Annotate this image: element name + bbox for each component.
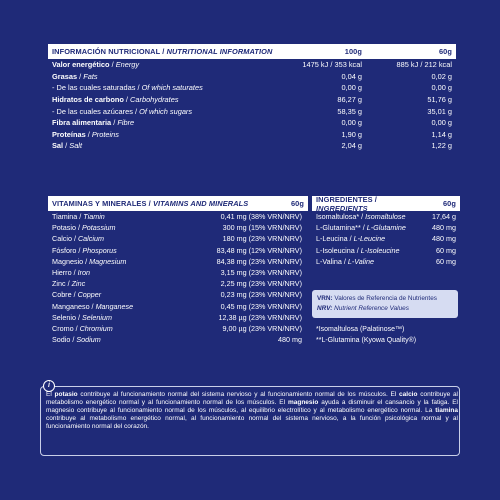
value-100g: 58,35 g	[337, 106, 362, 116]
ingredient-name: L-Isoleucina / L-Isoleucine	[316, 245, 400, 255]
vitamin-value: 3,15 mg (23% VRN/NRV)	[220, 268, 302, 278]
vitamins-rows	[48, 211, 308, 345]
vitamin-row	[48, 256, 308, 267]
vitamin-name: Manganeso / Manganese	[52, 301, 134, 311]
ingredient-value: 480 mg	[432, 223, 456, 233]
vitamin-value: 83,48 mg (12% VRN/NRV)	[216, 245, 302, 255]
value-60g: 0,02 g	[431, 71, 452, 81]
vitamin-row	[48, 222, 308, 233]
vitamin-value: 300 mg (15% VRN/NRV)	[222, 223, 302, 233]
vitamin-row	[48, 334, 308, 345]
vitamin-value: 84,38 mg (23% VRN/NRV)	[216, 256, 302, 266]
vitamin-name: Magnesio / Magnesium	[52, 256, 127, 266]
footnote-isomaltulose: *Isomaltulosa (Palatinose™)	[316, 326, 405, 333]
ingredient-value: 480 mg	[432, 234, 456, 244]
ingredient-name: L-Valina / L-Valine	[316, 256, 374, 266]
nutrition-row	[48, 117, 456, 129]
ingredients-rows	[312, 211, 460, 267]
nutrient-name: Valor energético / Energy	[52, 60, 140, 70]
value-60g: 1,14 g	[431, 129, 452, 139]
value-100g: 2,04 g	[341, 141, 362, 151]
vitamin-name: Potasio / Potassium	[52, 223, 116, 233]
ingredient-name: L-Glutamina** / L-Glutamine	[316, 223, 406, 233]
vitamin-name: Tiamina / Tiamin	[52, 212, 105, 222]
nutrition-row	[48, 94, 456, 106]
ingredient-value: 17,64 g	[432, 212, 456, 222]
vitamins-header: VITAMINAS Y MINERALES / VITAMINS AND MINERALS 60g	[48, 196, 308, 211]
ingredient-name: Isomaltulosa* / Isomaltulose	[316, 212, 406, 222]
vitamin-row	[48, 301, 308, 312]
vitamin-row	[48, 267, 308, 278]
ingredient-value: 60 mg	[436, 245, 456, 255]
nutrition-rows	[48, 59, 456, 152]
value-60g: 51,76 g	[427, 95, 452, 105]
vitamin-value: 0,41 mg (38% VRN/NRV)	[220, 212, 302, 222]
nutrition-row	[48, 140, 456, 152]
vitamin-name: Cromo / Chromium	[52, 323, 113, 333]
vitamin-name: Calcio / Calcium	[52, 234, 104, 244]
value-100g: 1475 kJ / 353 kcal	[302, 60, 362, 70]
value-100g: 0,00 g	[341, 118, 362, 128]
info-icon: i	[43, 380, 55, 392]
nutrient-name: Hidratos de carbono / Carbohydrates	[52, 95, 179, 105]
vitamin-value: 12,38 µg (23% VRN/NRV)	[218, 312, 302, 322]
nutrient-name: Grasas / Fats	[52, 71, 98, 81]
value-60g: 0,00 g	[431, 118, 452, 128]
vitamins-table	[48, 196, 308, 345]
vitamin-name: Hierro / Iron	[52, 268, 90, 278]
value-60g: 1,22 g	[431, 141, 452, 151]
value-100g: 0,04 g	[341, 71, 362, 81]
ingredient-row	[312, 256, 460, 267]
vitamin-row	[48, 323, 308, 334]
health-claims-text: El potasio contribuye al funcionamiento normal del sistema nervioso y al funcionamiento normal de los músculos. El calcio contribuye al metabolismo energético normal y al funcionamiento normal de los músculos. El magnesio ayuda a disminuir el cansancio y la fatiga. El magnesio contribuye al funcionamiento normal de los músculos, al equilibrio electrolítico y al metabolismo energético normal. La tiamina contribuye al metabolismo energético normal, al funcionamiento normal del sistema nervioso, a la función psicológica normal y al funcionamiento normal del corazón.	[46, 391, 459, 431]
nutrition-row	[48, 129, 456, 141]
ingredient-row	[312, 245, 460, 256]
vitamin-row	[48, 233, 308, 244]
ingredient-row	[312, 233, 460, 244]
vitamin-value: 180 mg (23% VRN/NRV)	[222, 234, 302, 244]
vitamin-row	[48, 211, 308, 222]
nutrient-name: Fibra alimentaria / Fibre	[52, 118, 135, 128]
ingredient-row	[312, 222, 460, 233]
nutrient-name: - De las cuales azúcares / Of which sugars	[52, 106, 193, 116]
nutrition-row	[48, 59, 456, 71]
vitamin-row	[48, 312, 308, 323]
vitamin-name: Cobre / Copper	[52, 290, 102, 300]
vitamin-name: Selenio / Selenium	[52, 312, 112, 322]
vitamin-name: Fósforo / Phosporus	[52, 245, 117, 255]
nutrition-row	[48, 71, 456, 83]
nutrient-name: Sal / Salt	[52, 141, 83, 151]
nutrition-table	[48, 44, 456, 152]
value-60g: 885 kJ / 212 kcal	[396, 60, 452, 70]
ingredient-row	[312, 211, 460, 222]
vitamin-value: 0,23 mg (23% VRN/NRV)	[220, 290, 302, 300]
nutrition-row	[48, 82, 456, 94]
vitamin-row	[48, 245, 308, 256]
value-100g: 0,00 g	[341, 83, 362, 93]
nutrition-header: INFORMACIÓN NUTRICIONAL / NUTRITIONAL INFORMATION 100g 60g	[48, 44, 456, 59]
ingredient-name: L-Leucina / L-Leucine	[316, 234, 386, 244]
vitamin-row	[48, 278, 308, 289]
ingredients-table	[312, 196, 460, 267]
value-60g: 0,00 g	[431, 83, 452, 93]
ingredient-value: 60 mg	[436, 256, 456, 266]
value-100g: 1,90 g	[341, 129, 362, 139]
vitamin-value: 0,45 mg (23% VRN/NRV)	[220, 301, 302, 311]
vitamin-value: 480 mg	[278, 335, 302, 345]
value-60g: 35,01 g	[427, 106, 452, 116]
vitamin-value: 9,00 µg (23% VRN/NRV)	[222, 323, 302, 333]
ingredient-footnotes	[316, 325, 416, 346]
nutrition-row	[48, 105, 456, 117]
vitamin-row	[48, 289, 308, 300]
vrn-legend: VRN: Valores de Referencia de Nutrientes NRV: Nutrient Reference Values	[312, 290, 458, 318]
vitamin-value: 2,25 mg (23% VRN/NRV)	[220, 279, 302, 289]
ingredients-header: INGREDIENTES / INGREDIENTS 60g	[312, 196, 460, 211]
nutrient-name: - De las cuales saturadas / Of which saturates	[52, 83, 203, 93]
vitamin-name: Zinc / Zinc	[52, 279, 86, 289]
vitamin-name: Sodio / Sodium	[52, 335, 101, 345]
footnote-glutamine: **L-Glutamina (Kyowa Quality®)	[316, 336, 417, 344]
nutrient-name: Proteínas / Proteins	[52, 129, 119, 139]
value-100g: 86,27 g	[337, 95, 362, 105]
